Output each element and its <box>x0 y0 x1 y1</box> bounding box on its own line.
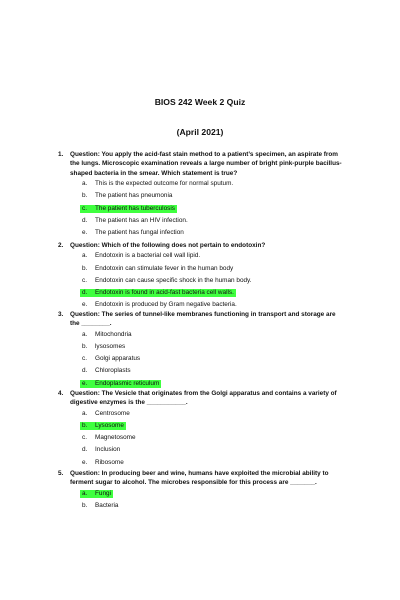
question-1-header <box>0 150 400 178</box>
answer-option-c[interactable] <box>0 203 400 215</box>
question-number: 5. <box>58 470 64 477</box>
answer-option-a[interactable] <box>0 488 400 500</box>
answer-option-e[interactable] <box>0 227 400 239</box>
option-letter: a. <box>82 252 88 260</box>
answer-option-c[interactable] <box>0 353 400 365</box>
question-5-header <box>0 469 400 488</box>
option-letter: e. <box>82 458 88 466</box>
option-text: Centrosome <box>95 409 130 417</box>
option-text: Endotoxin is found in acid-fast bacteria cell walls. <box>95 288 234 296</box>
option-text: This is the expected outcome for normal sputum. <box>95 180 234 188</box>
option-letter: b. <box>82 502 88 509</box>
option-letter: b. <box>82 192 88 200</box>
option-letter: a. <box>82 409 88 417</box>
question-text: Question: The series of tunnel-like membranes functioning in transport and storage are the ________. <box>70 311 336 328</box>
answer-option-b[interactable] <box>0 341 400 353</box>
option-text: Endotoxin can stimulate fever in the human body <box>95 264 234 272</box>
option-letter: e. <box>82 228 88 236</box>
option-text: Lysosome <box>95 422 124 429</box>
question-number: 4. <box>58 390 64 397</box>
answer-option-c[interactable] <box>0 432 400 444</box>
answer-option-b[interactable] <box>0 263 400 275</box>
option-text: The patient has pneumonia <box>95 192 173 200</box>
option-text: Mitochondria <box>95 330 132 338</box>
answer-option-d[interactable] <box>0 365 400 377</box>
option-letter: d. <box>82 216 88 224</box>
option-text: Fungi <box>95 489 111 497</box>
option-text: The patient has fungal infection <box>95 228 184 236</box>
option-letter: c. <box>82 434 87 442</box>
question-number: 3. <box>58 311 64 318</box>
question-2 <box>0 241 400 311</box>
option-text: The patient has tuberculosis <box>95 204 175 212</box>
answer-option-e[interactable] <box>0 378 400 390</box>
quiz-date: (April 2021) <box>176 127 224 137</box>
answer-option-d[interactable] <box>0 444 400 456</box>
answer-option-b[interactable] <box>0 190 400 202</box>
option-letter: a. <box>82 180 88 188</box>
answer-option-a[interactable] <box>0 408 400 420</box>
option-letter: e. <box>82 301 88 309</box>
option-text: Golgi apparatus <box>95 355 141 363</box>
option-text: Endotoxin is produced by Gram negative bacteria. <box>95 301 237 309</box>
option-text: Bacteria <box>95 502 119 509</box>
answer-option-a[interactable] <box>0 329 400 341</box>
page-title: BIOS 242 Week 2 Quiz <box>154 97 246 107</box>
option-text: Endotoxin can cause specific shock in the human body. <box>95 276 252 284</box>
option-letter: b. <box>82 422 88 429</box>
option-letter: d. <box>82 288 88 296</box>
option-text: Magnetosome <box>95 434 136 442</box>
option-letter: b. <box>82 264 88 272</box>
option-text: Inclusion <box>95 446 121 454</box>
option-text: Endoplasmic reticulum <box>95 379 160 387</box>
answer-option-a[interactable] <box>0 178 400 190</box>
answer-option-b[interactable] <box>0 500 400 512</box>
question-5 <box>0 469 400 512</box>
option-letter: b. <box>82 343 88 350</box>
answer-option-d[interactable] <box>0 215 400 227</box>
question-4-header <box>0 389 400 408</box>
question-text: Question: In producing beer and wine, humans have exploited the microbial ability to ferment sugar to alcohol. The microbes responsible for this process are _______. <box>70 470 329 487</box>
answer-options <box>0 488 400 512</box>
option-letter: d. <box>82 367 88 375</box>
option-text: Chloroplasts <box>95 367 131 375</box>
answer-option-a[interactable] <box>0 250 400 262</box>
answer-options <box>0 329 400 390</box>
option-text: The patient has an HIV infection. <box>95 216 188 224</box>
question-3-header <box>0 310 400 329</box>
option-letter: e. <box>82 379 88 387</box>
answer-options <box>0 178 400 239</box>
option-letter: a. <box>82 330 88 338</box>
question-3 <box>0 310 400 390</box>
answer-option-c[interactable] <box>0 275 400 287</box>
option-text: lysosomes <box>95 343 126 350</box>
question-number: 1. <box>58 151 64 158</box>
option-text: Endotoxin is a bacterial cell wall lipid. <box>95 252 201 260</box>
question-text: Question: Which of the following does not pertain to endotoxin? <box>70 242 266 249</box>
question-1 <box>0 150 400 239</box>
question-2-header <box>0 241 400 250</box>
answer-option-d[interactable] <box>0 287 400 299</box>
option-text: Ribosome <box>95 458 124 466</box>
option-letter: c. <box>82 355 87 363</box>
question-4 <box>0 389 400 469</box>
option-letter: c. <box>82 276 87 284</box>
option-letter: c. <box>82 204 87 212</box>
question-number: 2. <box>58 242 64 249</box>
answer-option-b[interactable] <box>0 420 400 432</box>
answer-option-e[interactable] <box>0 457 400 469</box>
option-letter: a. <box>82 489 88 497</box>
answer-options <box>0 250 400 311</box>
question-text: Question: The Vesicle that originates from the Golgi apparatus and contains a variety of digestive enzymes is the ___________. <box>70 390 337 407</box>
option-letter: d. <box>82 446 88 454</box>
answer-options <box>0 408 400 469</box>
question-text: Question: You apply the acid-fast stain method to a patient’s specimen, an aspirate from the lungs. Microscopic examination reveals a large number of bright pink-purple bacillus-shaped bacteria in the smear. Which statement is true? <box>70 151 342 177</box>
